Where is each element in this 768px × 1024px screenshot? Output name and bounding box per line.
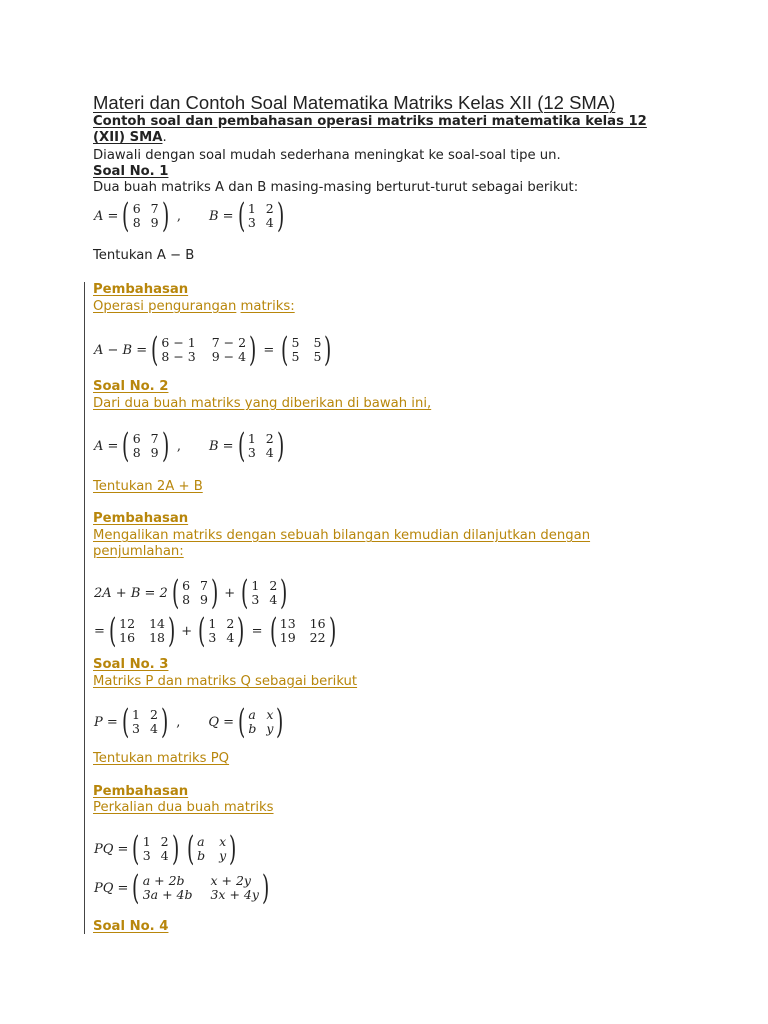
matrix-cell: 1 — [208, 616, 217, 631]
matrix-cell: 5 — [291, 349, 300, 364]
matrix-cell: 6 − 1 — [161, 335, 196, 350]
matrix-cell: 13 — [279, 616, 296, 631]
soal2-heading[interactable]: Soal No. 2 — [93, 379, 169, 394]
matrix-cell: 5 — [291, 335, 300, 350]
matrix-cell: 8 — [132, 445, 141, 460]
soal1-B-label: B = — [209, 208, 234, 224]
matrix-cell: 9 − 4 — [211, 349, 247, 364]
matrix-cell: 3 — [132, 721, 140, 736]
soal3-Q-label: Q = — [208, 714, 235, 730]
soal3-eq1-matrix-P: ( 1 2 3 4 ) — [132, 829, 179, 869]
matrix-cell: y — [219, 848, 227, 863]
intro-description: Diawali dengan soal mudah sederhana meningkat ke soal-soal tipe un. — [93, 148, 561, 163]
matrix-cell: 4 — [226, 630, 235, 645]
matrix-cell: a — [248, 707, 256, 722]
soal2-pembahasan-heading[interactable]: Pembahasan — [93, 511, 189, 526]
soal2-pembahasan-line1[interactable]: Mengalikan matriks dengan sebuah bilangan kemudian dilanjutkan dengan — [93, 528, 591, 543]
soal3-pembahasan-sub[interactable]: Perkalian dua buah matriks — [93, 800, 274, 815]
matrix-cell: 3 — [208, 630, 217, 645]
soal3-matrix-Q: ( a x b y ) — [238, 702, 284, 742]
matrix-cell: 2 — [269, 578, 278, 593]
matrix-cell: x — [266, 707, 274, 722]
matrix-cell: 7 − 2 — [211, 335, 247, 350]
page-title: Materi dan Contoh Soal Matematika Matriks Kelas XII (12 SMA) — [93, 92, 616, 113]
soal2-eq2-matrix-result: ( 13 16 19 22 ) — [269, 611, 336, 651]
soal2-equation-2: = ( 12 14 16 18 ) + ( 1 2 3 4 ) = ( 13 16 19 22 ) — [94, 614, 340, 648]
soal3-eq2-lhs: PQ = — [94, 880, 129, 896]
soal1-matrix-B: ( 1 2 3 4 ) — [237, 196, 285, 236]
soal2-eq1-lhs: 2A + B = 2 — [94, 585, 168, 601]
matrix-cell: 12 — [119, 616, 136, 631]
soal3-pembahasan-heading[interactable]: Pembahasan — [93, 784, 189, 799]
matrix-cell: 1 — [142, 834, 151, 849]
matrix-cell: 1 — [251, 578, 260, 593]
matrix-cell: 9 — [150, 215, 159, 230]
soal2-pembahasan-line2[interactable]: penjumlahan: — [93, 544, 184, 559]
matrix-cell: 9 — [150, 445, 159, 460]
soal3-text[interactable]: Matriks P dan matriks Q sebagai berikut — [93, 674, 358, 689]
matrix-cell: 6 — [182, 578, 191, 593]
matrix-cell: 3 — [247, 445, 256, 460]
matrix-cell: 1 — [247, 431, 256, 446]
matrix-cell: 3x + 4y — [210, 887, 259, 902]
soal3-question[interactable]: Tentukan matriks PQ — [93, 751, 230, 766]
intro-heading-line1[interactable]: Contoh soal dan pembahasan operasi matriks materi matematika kelas 12 — [93, 114, 647, 129]
matrix-cell: 1 — [247, 201, 256, 216]
link-matriks[interactable]: matriks: — [240, 299, 295, 314]
soal1-matrix-diff: ( 6 − 1 7 − 2 8 − 3 9 − 4 ) — [151, 330, 257, 370]
soal1-text: Dua buah matriks A dan B masing-masing berturut-turut sebagai berikut: — [93, 180, 579, 195]
soal3-equation-PQ: P = ( 1 2 3 4 ) , Q = ( a x b y ) — [94, 705, 288, 739]
soal3-heading[interactable]: Soal No. 3 — [93, 657, 169, 672]
matrix-cell: 8 — [182, 592, 191, 607]
matrix-cell: 2 — [265, 431, 274, 446]
soal4-heading[interactable]: Soal No. 4 — [93, 919, 169, 934]
matrix-cell: b — [197, 848, 206, 863]
soal1-question: Tentukan A − B — [93, 248, 195, 263]
soal3-equation-1 — [94, 829, 240, 869]
soal1-matrix-A: ( 6 7 8 9 ) — [122, 196, 169, 236]
blockquote-border — [84, 282, 85, 934]
matrix-cell: 2 — [150, 707, 158, 722]
matrix-cell: 9 — [200, 592, 208, 607]
soal1-A-label: A = — [94, 208, 119, 224]
matrix-cell: 4 — [160, 848, 169, 863]
matrix-cell: 5 — [313, 335, 322, 350]
matrix-cell: 7 — [150, 431, 159, 446]
soal3-eq2-matrix-result: ( a + 2b x + 2y 3a + 4b 3x + 4y ) — [132, 868, 270, 908]
matrix-cell: 3 — [247, 215, 256, 230]
soal2-eq1-matrix-A: ( 6 7 8 9 ) — [171, 573, 219, 613]
matrix-cell: 8 − 3 — [161, 349, 196, 364]
matrix-cell: 14 — [149, 616, 165, 631]
matrix-cell: 4 — [150, 721, 158, 736]
soal2-text[interactable]: Dari dua buah matriks yang diberikan di bawah ini, — [93, 396, 432, 411]
soal1-matrix-result: ( 5 5 5 5 ) — [281, 330, 332, 370]
soal1-subtraction-equation: A − B = ( 6 − 1 7 − 2 8 − 3 9 − 4 ) = ( 5 5 5 5 ) — [94, 333, 336, 367]
matrix-cell: 8 — [132, 215, 141, 230]
matrix-cell: 7 — [200, 578, 208, 593]
soal1-pembahasan-heading[interactable]: Pembahasan — [93, 282, 189, 297]
matrix-cell: 6 — [132, 201, 141, 216]
soal2-matrix-A: ( 6 7 8 9 ) — [122, 426, 169, 466]
matrix-cell: 22 — [309, 630, 326, 645]
matrix-cell: 3a + 4b — [142, 887, 193, 902]
matrix-cell: y — [266, 721, 274, 736]
matrix-cell: 2 — [226, 616, 235, 631]
soal2-eq2-matrix-2A: ( 12 14 16 18 ) — [108, 611, 176, 651]
soal2-equation-1: 2A + B = 2 ( 6 7 8 9 ) + ( 1 2 3 4 ) — [94, 576, 292, 610]
matrix-cell: 7 — [150, 201, 159, 216]
matrix-cell: 16 — [309, 616, 326, 631]
soal3-equation-2 — [94, 868, 273, 908]
soal1-pembahasan-sub — [93, 299, 295, 314]
matrix-cell: 4 — [269, 592, 278, 607]
soal1-eq-lhs: A − B = — [94, 342, 148, 358]
matrix-cell: x + 2y — [210, 873, 251, 888]
soal2-B-label: B = — [209, 438, 234, 454]
matrix-cell: 19 — [279, 630, 296, 645]
soal2-eq1-matrix-B: ( 1 2 3 4 ) — [241, 573, 288, 613]
matrix-cell: 2 — [265, 201, 274, 216]
matrix-cell: 4 — [265, 215, 274, 230]
matrix-cell: 5 — [313, 349, 322, 364]
matrix-cell: 1 — [132, 707, 140, 722]
soal3-P-label: P = — [94, 714, 118, 730]
link-operasi-pengurangan[interactable]: Operasi pengurangan — [93, 299, 237, 314]
soal2-matrix-B: ( 1 2 3 4 ) — [237, 426, 285, 466]
soal3-eq1-matrix-Q: ( a x b y ) — [186, 829, 237, 869]
matrix-cell: 3 — [142, 848, 151, 863]
soal3-eq1-lhs: PQ = — [94, 841, 129, 857]
soal2-equation-AB: A = ( 6 7 8 9 ) , B = ( 1 2 3 4 ) — [94, 429, 288, 463]
matrix-cell: b — [248, 721, 257, 736]
soal2-eq2-matrix-B: ( 1 2 3 4 ) — [198, 611, 245, 651]
soal2-question[interactable]: Tentukan 2A + B — [93, 479, 203, 494]
matrix-cell: 18 — [149, 630, 165, 645]
soal3-matrix-P: ( 1 2 3 4 ) — [121, 702, 169, 742]
matrix-cell: 4 — [265, 445, 274, 460]
matrix-cell: a + 2b — [142, 873, 185, 888]
soal1-heading[interactable]: Soal No. 1 — [93, 164, 169, 179]
matrix-cell: 2 — [160, 834, 169, 849]
matrix-cell: a — [197, 834, 205, 849]
intro-dot: . — [162, 130, 167, 145]
intro-heading-line2 — [93, 130, 167, 145]
matrix-cell: x — [219, 834, 227, 849]
soal1-equation-AB: A = ( 6 7 8 9 ) , B = ( 1 2 3 4 ) — [94, 199, 288, 233]
matrix-cell: 16 — [119, 630, 136, 645]
intro-heading-link[interactable]: (XII) SMA — [93, 130, 163, 145]
soal2-A-label: A = — [94, 438, 119, 454]
matrix-cell: 6 — [132, 431, 141, 446]
matrix-cell: 3 — [251, 592, 260, 607]
